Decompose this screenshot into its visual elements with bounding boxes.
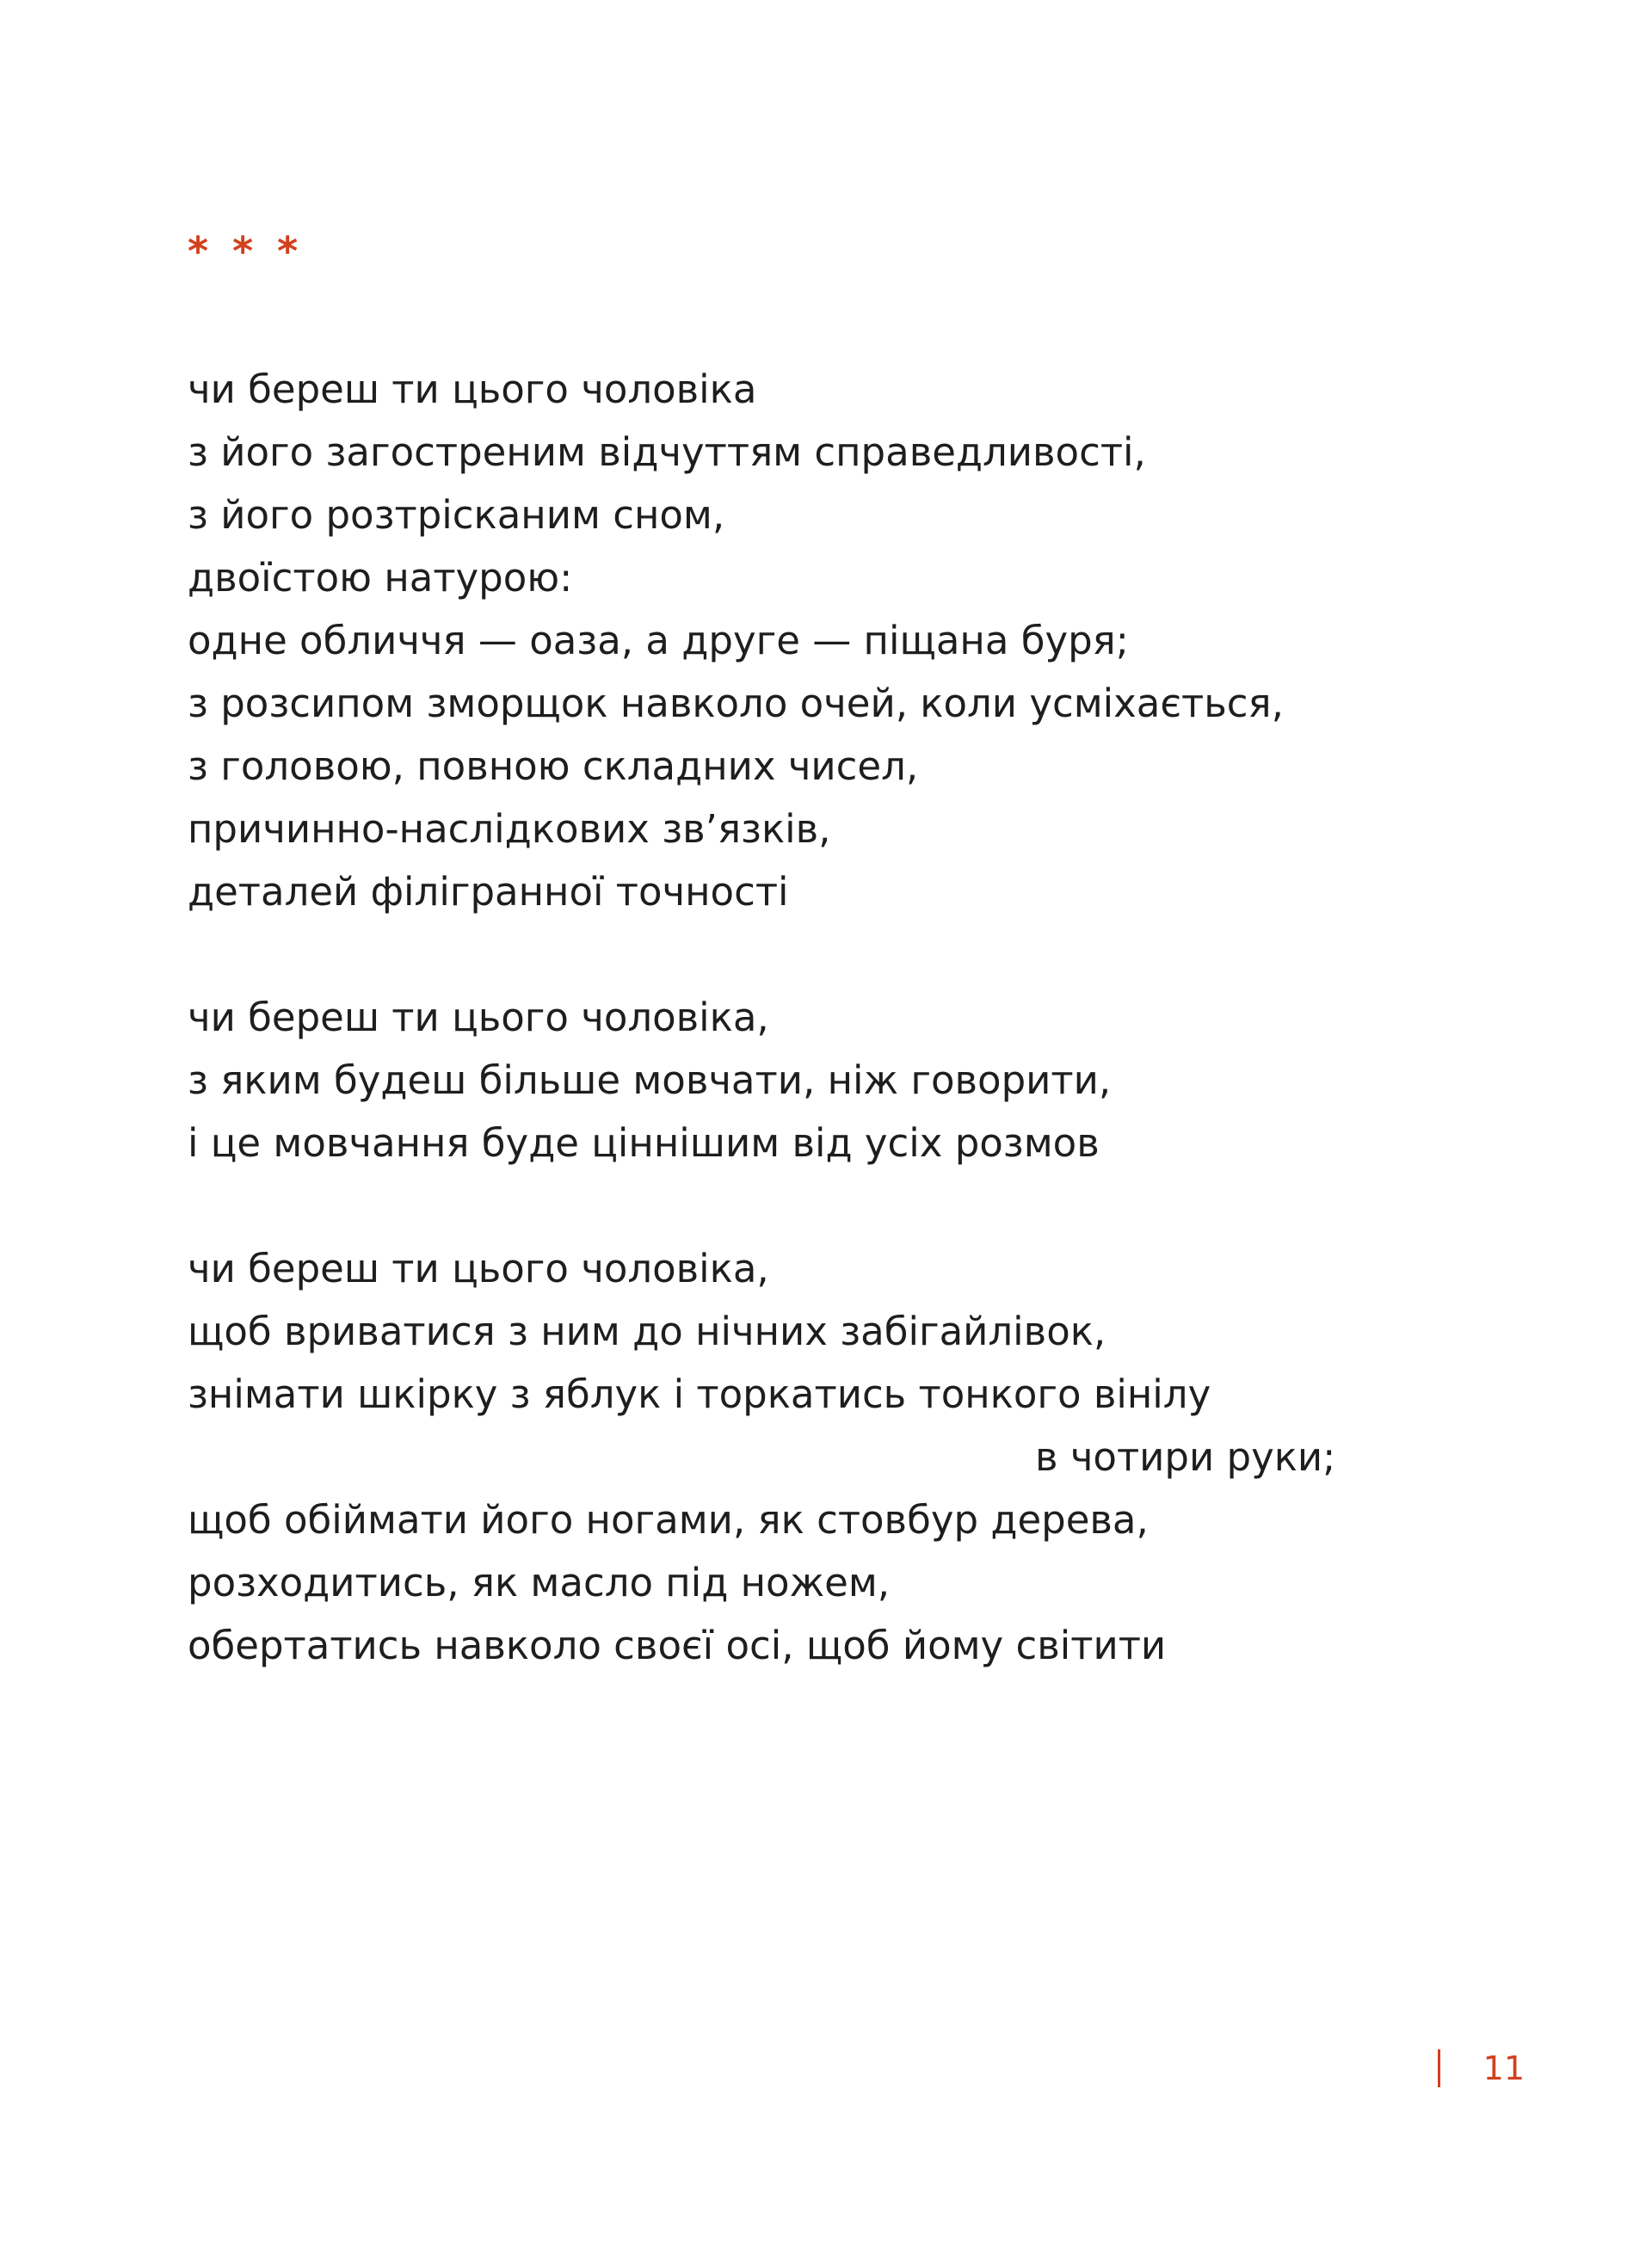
stanza-3 [188, 1237, 1495, 1677]
stanza-2 [188, 986, 1495, 1174]
poem-line: щоб вриватися з ним до нічних забігайлівок, [188, 1309, 1106, 1354]
poem-line: з яким будеш більше мовчати, ніж говорити, [188, 1057, 1112, 1103]
poem-line: деталей філігранної точності [188, 869, 789, 915]
poem-line: чи береш ти цього чоловіка [188, 367, 757, 412]
page-number: 11 [1482, 2049, 1525, 2087]
poem-line: двоїстою натурою: [188, 555, 573, 601]
stanza-1 [188, 358, 1495, 923]
poem-line-dropped: в чотири руки; [1035, 1434, 1336, 1480]
poem-line: розходитись, як масло під ножем, [188, 1560, 891, 1605]
section-ornament: * * * [188, 228, 304, 274]
poem [188, 358, 1495, 1740]
poem-line: з його загостреним відчуттям справедливості, [188, 429, 1146, 475]
poem-line: з головою, повною складних чисел, [188, 743, 919, 789]
poem-line: причинно-наслідкових зв’язків, [188, 806, 831, 852]
poem-line: чи береш ти цього чоловіка, [188, 995, 769, 1040]
poem-line: щоб обіймати його ногами, як стовбур дерева, [188, 1497, 1149, 1543]
poem-line: і це мовчання буде ціннішим від усіх розмов [188, 1120, 1100, 1166]
poem-line: одне обличчя — оаза, а друге — піщана буря; [188, 618, 1129, 663]
poem-line: з розсипом зморщок навколо очей, коли усміхається, [188, 681, 1284, 726]
poem-line: обертатись навколо своєї осі, щоб йому світити [188, 1623, 1167, 1668]
poem-line: з його розтрісканим сном, [188, 492, 725, 538]
page-folio [1438, 2049, 1525, 2087]
poem-line: чи береш ти цього чоловіка, [188, 1246, 769, 1291]
poem-line: знімати шкірку з яблук і торкатись тонкого вінілу [188, 1371, 1211, 1417]
folio-divider [1438, 2049, 1440, 2087]
